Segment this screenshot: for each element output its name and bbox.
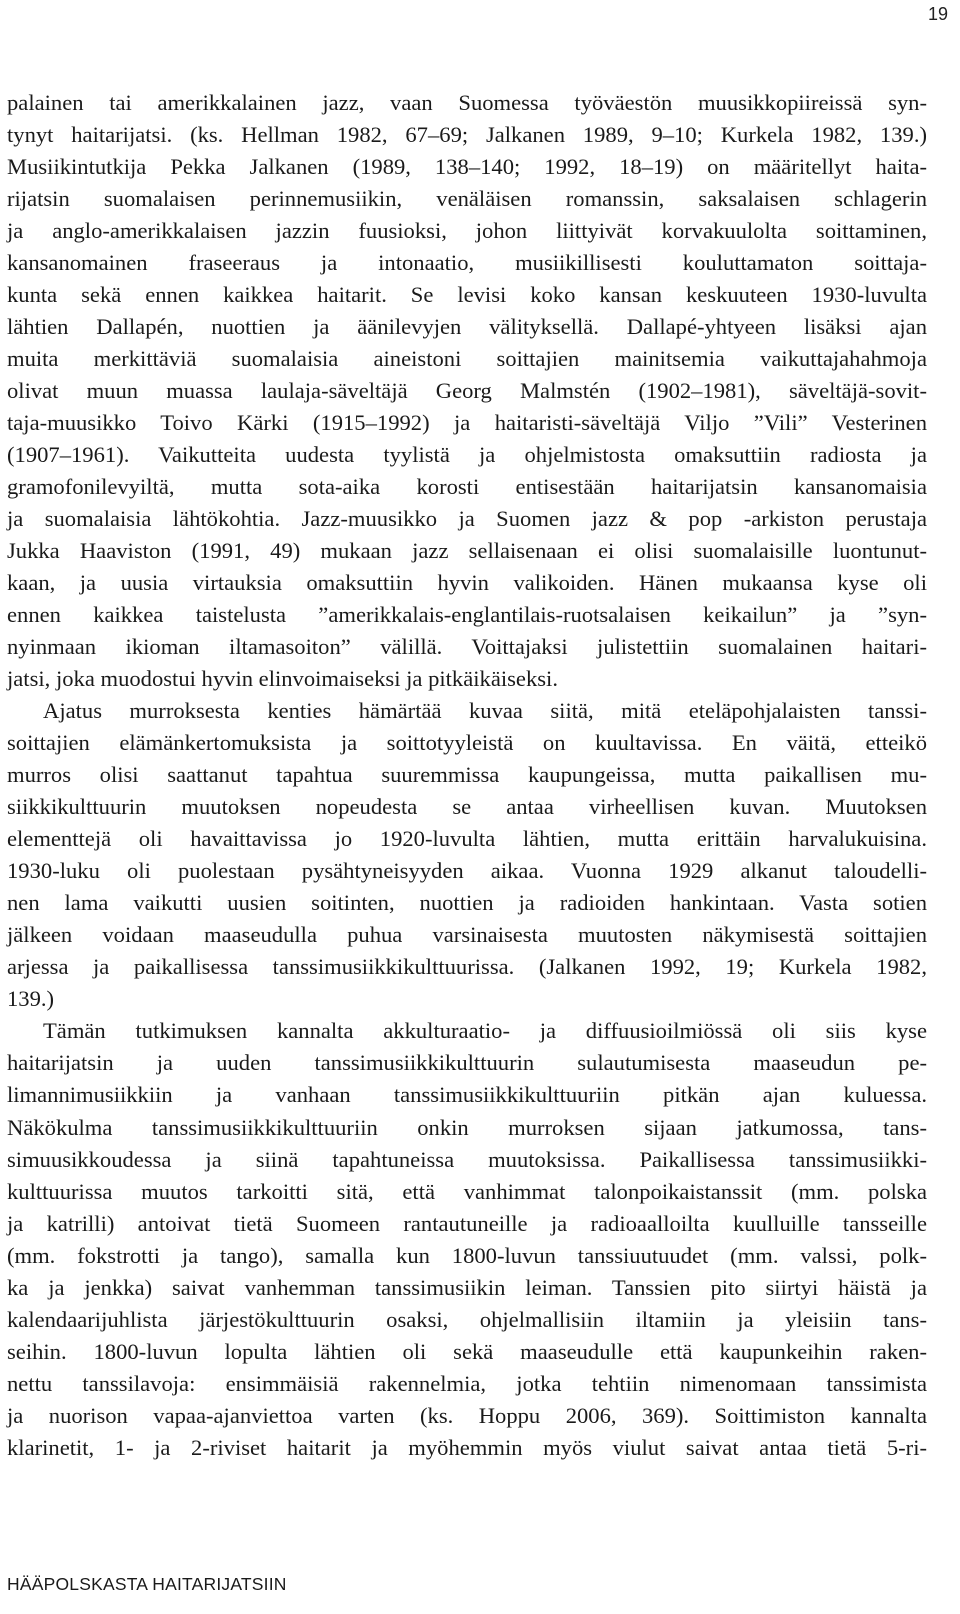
running-footer: HÄÄPOLSKASTA HAITARIJATSIIN: [7, 1574, 287, 1594]
text-line: jatsi, joka muodostui hyvin elinvoimaiseksi ja pitkäikäiseksi.: [7, 666, 558, 692]
text-line: simuusikkoudessa ja siinä tapahtuneissa muutoksissa. Paikallisessa tanssimusiikki-: [7, 1146, 927, 1172]
text-line: Musiikintutkija Pekka Jalkanen (1989, 138–140; 1992, 18–19) on määritellyt haita-: [7, 154, 927, 180]
text-line: Näkökulma tanssimusiikkikulttuuriin onkin murroksen sijaan jatkumossa, tans-: [7, 1114, 927, 1140]
text-line: taja-muusikko Toivo Kärki (1915–1992) ja haitaristi-säveltäjä Viljo ”Vili” Vesterinen: [7, 410, 927, 436]
text-line: ja nuorison vapaa-ajanviettoa varten (ks. Hoppu 2006, 369). Soittimiston kannalta: [7, 1402, 927, 1428]
text-line: limannimusiikkiin ja vanhaan tanssimusiikkikulttuuriin pitkän ajan kuluessa.: [7, 1082, 927, 1108]
text-line: ennen kaikkea taistelusta ”amerikkalais-englantilais-ruotsalaisen keikailun” ja ”syn-: [7, 602, 927, 628]
text-line: Jukka Haaviston (1991, 49) mukaan jazz sellaisenaan ei olisi suomalaisille luontunut-: [7, 538, 927, 564]
text-line: Tämän tutkimuksen kannalta akkulturaatio- ja diffuusioilmiössä oli siis kyse: [43, 1018, 927, 1044]
page-number: 19: [927, 4, 948, 24]
text-line: lähtien Dallapén, nuottien ja äänilevyjen välityksellä. Dallapé-yhtyeen lisäksi ajan: [7, 314, 927, 340]
text-line: haitarijatsin ja uuden tanssimusiikkikulttuurin sulautumisesta maaseudun pe-: [7, 1050, 927, 1076]
text-line: 1930-luku oli puolestaan pysähtyneisyyden aikaa. Vuonna 1929 alkanut taloudelli-: [7, 858, 927, 884]
text-line: seihin. 1800-luvun lopulta lähtien oli sekä maaseudulle että kaupunkeihin raken-: [7, 1338, 927, 1364]
text-line: 139.): [7, 986, 55, 1012]
text-line: ja katrilli) antoivat tietä Suomeen rantautuneille ja radioaalloilta kuulluille tansseille: [7, 1210, 927, 1236]
text-line: kulttuurissa muutos tarkoitti sitä, että vanhimmat talonpoikaistanssit (mm. polska: [7, 1178, 927, 1204]
text-line: kunta sekä ennen kaikkea haitarit. Se levisi koko kansan keskuuteen 1930-luvulta: [7, 282, 927, 308]
text-line: nen lama vaikutti uusien soitinten, nuottien ja radioiden hankintaan. Vasta sotien: [7, 890, 927, 916]
text-line: tynyt haitarijatsi. (ks. Hellman 1982, 67–69; Jalkanen 1989, 9–10; Kurkela 1982, 139.): [7, 122, 927, 148]
text-line: rijatsin suomalaisen perinnemusiikin, venäläisen romanssin, saksalaisen schlagerin: [7, 186, 927, 212]
text-line: ja anglo-amerikkalaisen jazzin fuusioksi, johon liittyivät korvakuulolta soittaminen,: [7, 218, 927, 244]
text-line: Ajatus murroksesta kenties hämärtää kuvaa siitä, mitä eteläpohjalaisten tanssi-: [43, 698, 927, 724]
text-line: soittajien elämänkertomuksista ja soittotyyleistä on kuultavissa. En väitä, etteikö: [7, 730, 927, 756]
text-line: olivat muun muassa laulaja-säveltäjä Georg Malmstén (1902–1981), säveltäjä-sovit-: [7, 378, 927, 404]
text-line: kalendaarijuhlista järjestökulttuurin osaksi, ohjelmallisiin iltamiin ja yleisiin tans-: [7, 1306, 927, 1332]
text-line: klarinetit, 1- ja 2-riviset haitarit ja myöhemmin myös viulut saivat antaa tietä 5-ri-: [7, 1434, 927, 1460]
text-line: gramofonilevyiltä, mutta sota-aika korosti entisestään haitarijatsin kansanomaisia: [7, 474, 927, 500]
text-line: muita merkittäviä suomalaisia aineistoni soittajien mainitsemia vaikuttajahahmoja: [7, 346, 927, 372]
text-line: palainen tai amerikkalainen jazz, vaan Suomessa työväestön muusikkopiireissä syn-: [7, 90, 927, 115]
text-line: (mm. fokstrotti ja tango), samalla kun 1800-luvun tanssiuutuudet (mm. valssi, polk-: [7, 1242, 927, 1268]
text-line: ka ja jenkka) saivat vanhemman tanssimusiikin leiman. Tanssien pito siirtyi häistä ja: [7, 1274, 927, 1300]
text-line: kaan, ja uusia virtauksia omaksuttiin hyvin valikoiden. Hänen mukaansa kyse oli: [7, 570, 927, 596]
text-line: elementtejä oli havaittavissa jo 1920-luvulta lähtien, mutta erittäin harvalukuisina.: [7, 826, 927, 852]
text-line: siikkikulttuurin muutoksen nopeudesta se antaa virheellisen kuvan. Muutoksen: [7, 794, 927, 820]
text-line: jälkeen voidaan maaseudulla puhua varsinaisesta muutosten näkymisestä soittajien: [7, 922, 927, 948]
text-line: arjessa ja paikallisessa tanssimusiikkikulttuurissa. (Jalkanen 1992, 19; Kurkela 1982,: [7, 954, 927, 980]
text-line: kansanomainen fraseeraus ja intonaatio, musiikillisesti kouluttamaton soittaja-: [7, 250, 927, 276]
body-text: [7, 87, 927, 1464]
text-line: ja suomalaisia lähtökohtia. Jazz-muusikko ja Suomen jazz & pop -arkiston perustaja: [7, 506, 927, 532]
text-line: nettu tanssilavoja: ensimmäisiä rakennelmia, jotka tehtiin nimenomaan tanssimista: [7, 1370, 927, 1396]
text-line: nyinmaan ikioman iltamasoiton” välillä. Voittajaksi julistettiin suomalainen haitari-: [7, 634, 927, 660]
text-line: murros olisi saattanut tapahtua suuremmissa kaupungeissa, mutta paikallisen mu-: [7, 762, 927, 788]
text-line: (1907–1961). Vaikutteita uudesta tyylistä ja ohjelmistosta omaksuttiin radiosta ja: [7, 442, 927, 468]
